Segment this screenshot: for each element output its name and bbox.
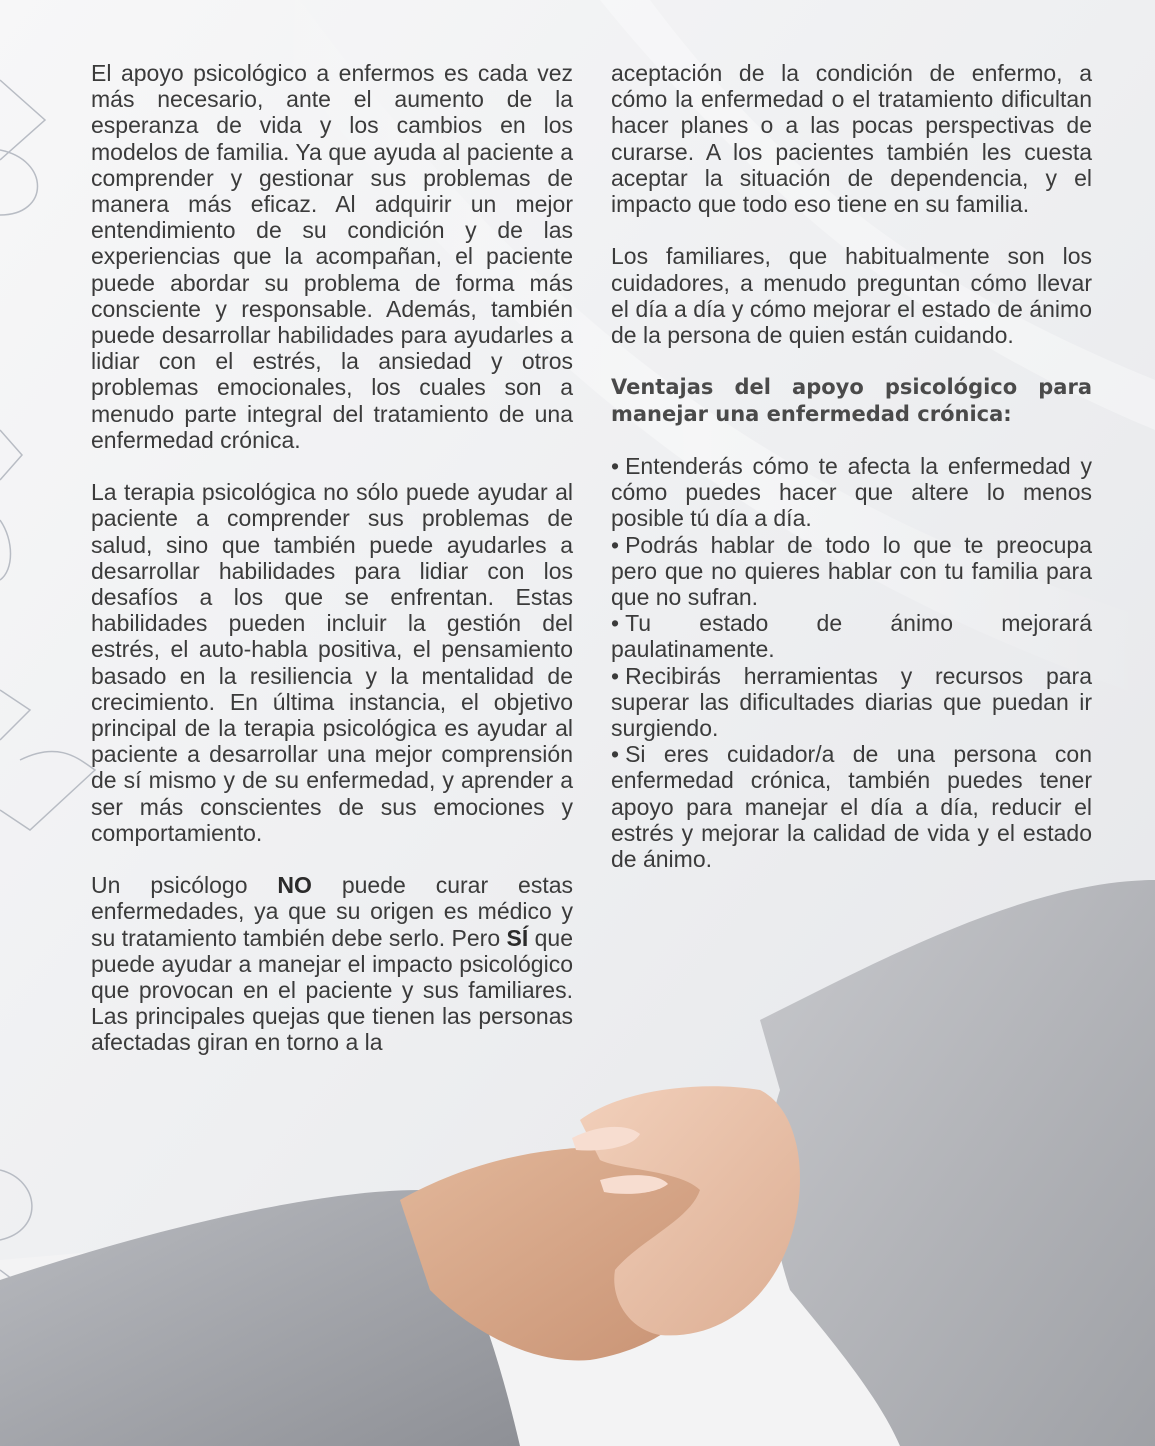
left-column [91, 60, 573, 1056]
paragraph-acceptance: aceptación de la condición de enfermo, a cómo la enfermedad o el tratamiento dificultan hacer planes o a las pocas perspectivas de curarse. A los pacientes también les cuesta aceptar la situación de dependencia, y el impacto que todo eso tiene en su familia. [611, 60, 1092, 218]
list-item [611, 610, 1092, 662]
list-item-text: Tu estado de ánimo mejorará paulatinamente. [611, 610, 1092, 663]
bullet-icon: • [611, 531, 620, 558]
paragraph-psychologist [91, 872, 573, 1055]
paragraph-psychologist-part-3: que puede ayudar a manejar el impacto psicológico que provocan en el paciente y sus familiares. Las principales quejas que tienen las personas afectadas giran en torno a la [91, 924, 574, 1056]
list-item-text: Podrás hablar de todo lo que te preocupa pero que no quieres hablar con tu familia para que no sufran. [611, 531, 1092, 611]
list-item [611, 663, 1092, 742]
list-item-text: Recibirás herramientas y recursos para superar las dificultades diarias que puedan ir surgiendo. [611, 662, 1092, 742]
paragraph-intro: El apoyo psicológico a enfermos es cada vez más necesario, ante el aumento de la esperanza de vida y los cambios en los modelos de familia. Ya que ayuda al paciente a comprender y gestionar sus problemas de manera más eficaz. Al adquirir un mejor entendimiento de su condición y de las experiencias que la acompañan, el paciente puede abordar su problema de forma más consciente y responsable. Además, también puede desarrollar habilidades para ayudarles a lidiar con el estrés, la ansiedad y otros problemas emocionales, los cuales son a menudo parte integral del tratamiento de una enfermedad crónica. [91, 60, 573, 453]
list-item-text: Si eres cuidador/a de una persona con enfermedad crónica, también puedes tener apoyo para manejar el día a día, reducir el estrés y mejorar la calidad de vida y el estado de ánimo. [611, 741, 1092, 873]
bullet-icon: • [611, 662, 620, 689]
paragraph-therapy: La terapia psicológica no sólo puede ayudar al paciente a comprender sus problemas de salud, sino que también puede ayudarles a desarrollar habilidades para lidiar con los desafíos a los que se enfrentan. Estas habilidades pueden incluir la gestión del estrés, el auto-habla positiva, el pensamiento basado en la resiliencia y la mentalidad de crecimiento. En última instancia, el objetivo principal de la terapia psicológica es ayudar al paciente a desarrollar una mejor comprensión de sí mismo y de su enfermedad, y aprender a ser más conscientes de sus emociones y comportamiento. [91, 479, 573, 846]
emphasis-si: SÍ [506, 924, 529, 951]
bullet-icon: • [611, 610, 620, 637]
right-column [611, 60, 1092, 872]
paragraph-family: Los familiares, que habitualmente son los cuidadores, a menudo preguntan cómo llevar el día a día y cómo mejorar el estado de ánimo de la persona de quien están cuidando. [611, 243, 1092, 349]
bullet-icon: • [611, 741, 620, 768]
section-heading: Ventajas del apoyo psicológico para manejar una enfermedad crónica: [611, 375, 1092, 426]
paragraph-psychologist-part-2: puede curar estas enfermedades, ya que su origen es médico y su tratamiento también debe serlo. Pero [91, 872, 573, 951]
bullet-icon: • [611, 453, 620, 479]
list-item [611, 532, 1092, 611]
list-item [611, 453, 1092, 532]
paragraph-psychologist-part-1: Un psicólogo [91, 872, 278, 899]
benefits-list [611, 453, 1092, 872]
list-item [611, 741, 1092, 872]
emphasis-no: NO [277, 872, 312, 899]
list-item-text: Entenderás cómo te afecta la enfermedad y cómo puedes hacer que altere lo menos posible tú día a día. [611, 453, 1092, 532]
